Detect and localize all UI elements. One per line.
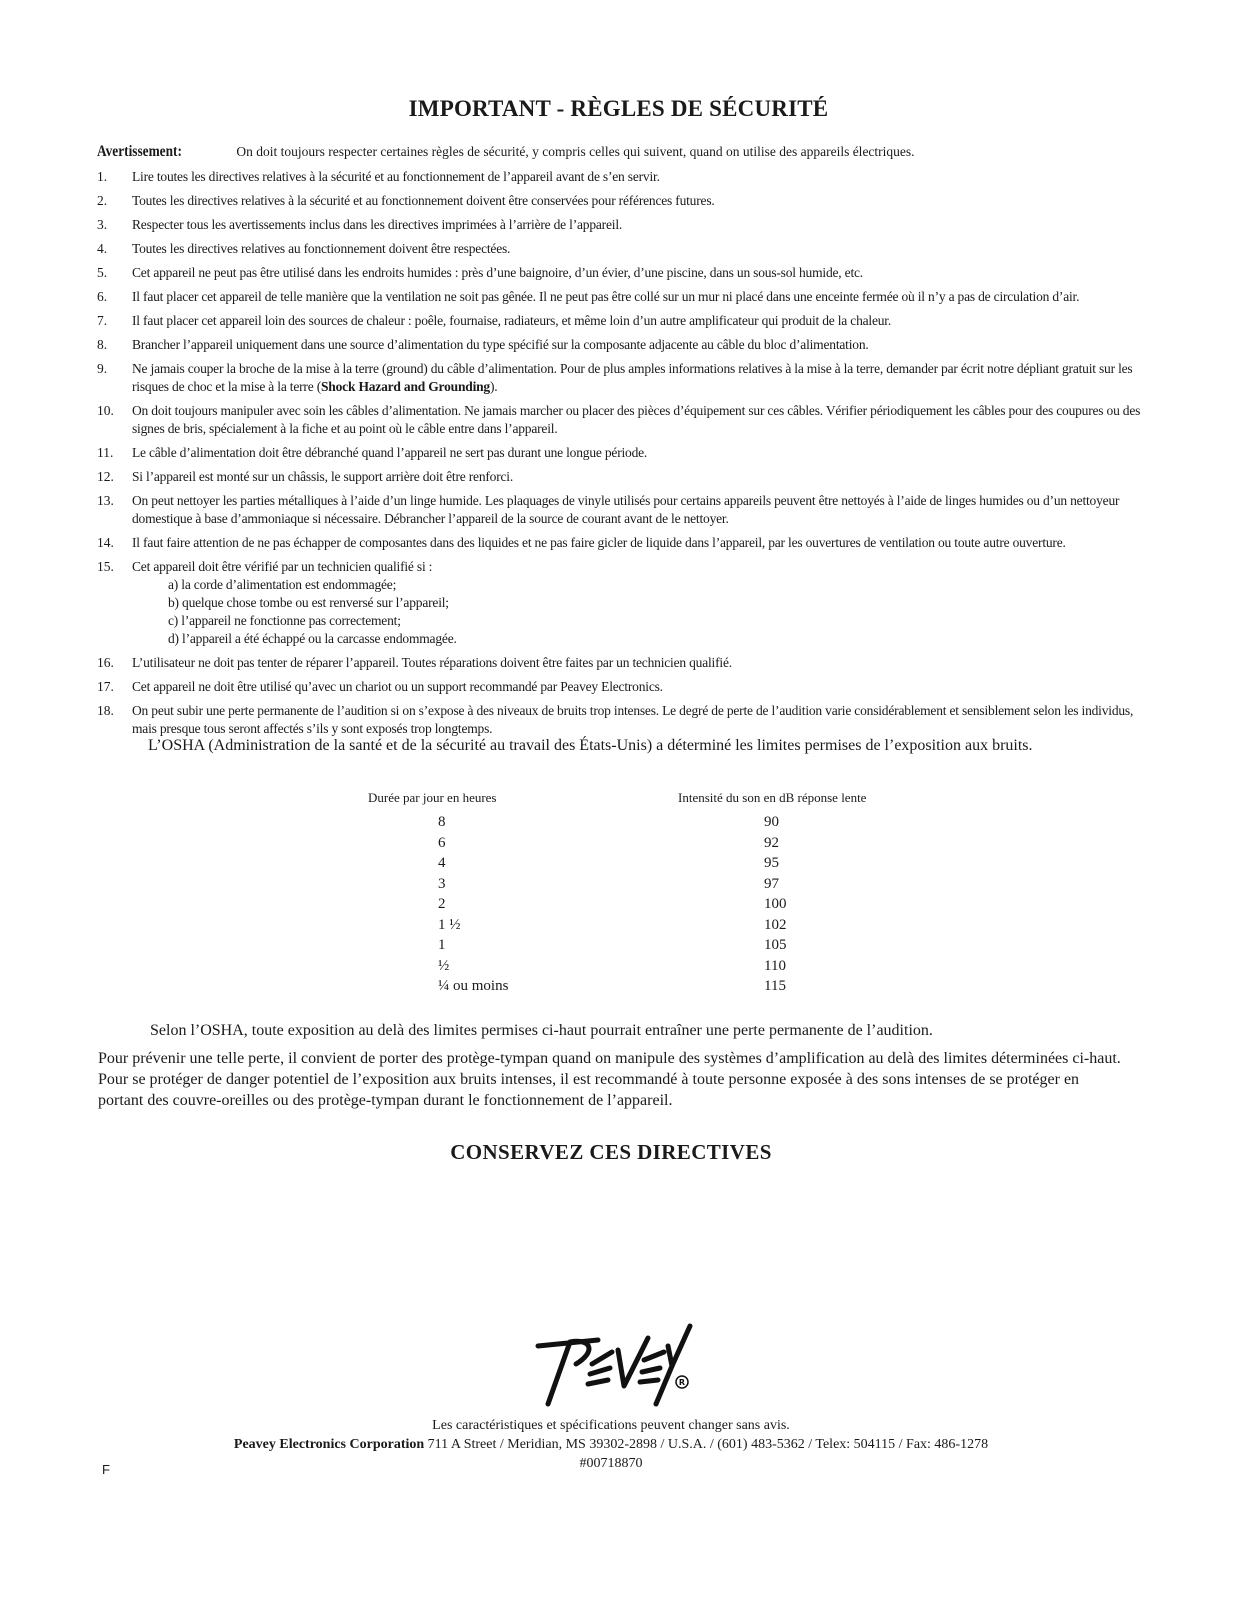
rule-sublist: [132, 576, 1147, 648]
part-number: #00718870: [579, 1456, 643, 1471]
save-instructions-heading: CONSERVEZ CES DIRECTIVES: [450, 1140, 772, 1164]
rule-subitem: c) l’appareil ne fonctionne pas correctement;: [168, 613, 401, 628]
svg-text:R: R: [678, 1378, 686, 1387]
warning-label: Avertissement:: [97, 143, 182, 160]
rule-number: 14.: [97, 535, 114, 550]
page-title: IMPORTANT - RÈGLES DE SÉCURITÉ: [408, 96, 829, 121]
prevention-paragraph: Pour prévenir une telle perte, il convient de porter des protège-tympan quand on manipule des systèmes d’amplification au delà des limites déterminées ci-haut. Pour se protéger de danger potentiel de l’exposition aux bruits intenses, il est recommandé à toute personne exposée à des sons intenses de se protéger en portant des couvre-oreilles ou des protège-tympan durant le fonctionnement de l’appareil.: [98, 1050, 1121, 1109]
rule-subitem: a) la corde d’alimentation est endommagée;: [168, 577, 397, 592]
rule-item: [97, 492, 1147, 528]
rule-text-main: Il faut placer cet appareil de telle manière que la ventilation ne soit pas gênée. Il ne peut pas être collé sur un mur ni placé dans une enceinte fermée où il n’y a pas de circulation d’air.: [132, 289, 1080, 304]
rule-number: 12.: [97, 469, 114, 484]
intensity-cell: 102: [764, 916, 787, 933]
rule-item: [97, 312, 1147, 330]
rule-text-bold: Shock Hazard and Grounding: [321, 379, 490, 394]
rule-text-main: On peut subir une perte permanente de l’audition si on s’expose à des niveaux de bruits trop intenses. Le degré de perte de l’audition varie considérablement et sensiblement selon les individus, mais presque tous seront affectés s’ils y sont exposés trop longtemps.: [132, 703, 1134, 736]
rule-item: [97, 168, 1147, 186]
safety-rules-list: [97, 168, 1147, 744]
table-row: [368, 935, 924, 956]
rule-text: [132, 240, 1147, 258]
rule-text: [132, 654, 1147, 672]
duration-cell: 1: [438, 937, 446, 953]
table-row: [368, 894, 924, 915]
table-row: [368, 853, 924, 874]
duration-cell: 8: [438, 814, 446, 830]
company-address: 711 A Street / Meridian, MS 39302-2898 / U.S.A. / (601) 483-5362 / Telex: 504115 / Fax: 486-1278: [424, 1437, 989, 1452]
footer-company-line: [0, 1435, 1222, 1454]
rule-number: 6.: [97, 289, 108, 304]
rule-text-main: Toutes les directives relatives à la sécurité et au fonctionnement doivent être conservées pour références futures.: [132, 193, 715, 208]
rule-number: 11.: [97, 445, 114, 460]
intensity-cell: 97: [764, 875, 779, 892]
footer-notice: Les caractéristiques et spécifications peuvent changer sans avis.: [432, 1418, 790, 1433]
rule-text-main: Il faut faire attention de ne pas échapper de composantes dans des liquides et ne pas faire gicler de liquide dans l’appareil, par les ouvertures de ventilation ou toute autre ouverture.: [132, 535, 1066, 550]
intensity-cell: 95: [764, 855, 779, 871]
duration-cell: 4: [438, 855, 446, 871]
rule-item: [97, 558, 1147, 648]
rule-number: 4.: [97, 241, 108, 256]
rule-item: [97, 288, 1147, 306]
rule-text-main: Il faut placer cet appareil loin des sources de chaleur : poêle, fournaise, radiateurs, et même loin d’un autre amplificateur qui produit de la chaleur.: [132, 313, 892, 328]
rule-text: [132, 492, 1147, 528]
duration-cell: 2: [438, 896, 446, 912]
rule-item: [97, 360, 1147, 396]
rule-item: [97, 216, 1147, 234]
intensity-cell: 110: [764, 957, 786, 974]
rule-item: [97, 468, 1147, 486]
rule-text: [132, 558, 1147, 648]
table-row: [368, 833, 924, 854]
noise-exposure-table: [368, 790, 924, 997]
rule-number: 18.: [97, 703, 114, 718]
rule-item: [97, 192, 1147, 210]
intensity-cell: 100: [764, 896, 787, 912]
rule-text-main: Ne jamais couper la broche de la mise à la terre (ground) du câble d’alimentation. Pour de plus amples informations relatives à la mise à la terre, demander par écrit notre dépliant gratuit sur les risques de choc et la mise à la terre (: [132, 361, 1133, 394]
rule-item: [97, 264, 1147, 282]
rule-item: [97, 654, 1147, 672]
rule-text-main: Lire toutes les directives relatives à la sécurité et au fonctionnement de l’appareil avant de s’en servir.: [132, 169, 660, 184]
warning-text: On doit toujours respecter certaines règles de sécurité, y compris celles qui suivent, quand on utilise des appareils électriques.: [236, 144, 915, 159]
table-row: [368, 812, 924, 833]
rule-text: [132, 534, 1147, 552]
peavey-logo: [530, 1312, 700, 1412]
rule-text-main: Cet appareil ne doit être utilisé qu’avec un chariot ou un support recommandé par Peavey Electronics.: [132, 679, 663, 694]
rule-text-after: ).: [489, 379, 498, 394]
rule-subitem: d) l’appareil a été échappé ou la carcasse endommagée.: [168, 631, 457, 646]
rule-text: [132, 192, 1147, 210]
rule-number: 16.: [97, 655, 114, 670]
rule-item: [97, 240, 1147, 258]
rule-text: [132, 216, 1147, 234]
table-row: [368, 956, 924, 977]
rule-number: 5.: [97, 265, 108, 280]
osha-intro: L’OSHA (Administration de la santé et de la sécurité au travail des États-Unis) a déterminé les limites permises de l’exposition aux bruits.: [148, 737, 1033, 754]
rule-text-main: On peut nettoyer les parties métalliques à l’aide d’un linge humide. Les plaquages de vinyle utilisés pour certains appareils peuvent être nettoyés à l’aide de linges humides ou d’un nettoyeur domestique à base d’ammoniaque si nécessaire. Débrancher l’appareil de la source de courant avant de le nettoyer.: [132, 493, 1120, 526]
rule-number: 10.: [97, 403, 114, 418]
duration-cell: 1 ½: [438, 916, 461, 933]
column-header-intensity: Intensité du son en dB réponse lente: [678, 790, 867, 805]
rule-subitem: b) quelque chose tombe ou est renversé sur l’appareil;: [168, 595, 449, 610]
duration-cell: 6: [438, 834, 446, 851]
rule-number: 13.: [97, 493, 114, 508]
rule-text-main: Cet appareil doit être vérifié par un technicien qualifié si :: [132, 559, 433, 574]
rule-text: [132, 360, 1147, 396]
rule-number: 15.: [97, 559, 114, 574]
rule-text-main: L’utilisateur ne doit pas tenter de réparer l’appareil. Toutes réparations doivent être faites par un technicien qualifié.: [132, 655, 732, 670]
rule-text: [132, 264, 1147, 282]
rule-text: [132, 288, 1147, 306]
table-header-row: [368, 790, 924, 812]
intensity-cell: 105: [764, 937, 787, 953]
table-row: [368, 915, 924, 936]
rule-number: 3.: [97, 217, 108, 232]
table-row: [368, 976, 924, 997]
rule-text-main: Brancher l’appareil uniquement dans une source d’alimentation du type spécifié sur la composante adjacente au câble du bloc d’alimentation.: [132, 337, 869, 352]
rule-text: [132, 444, 1147, 462]
rule-text-main: Respecter tous les avertissements inclus dans les directives imprimées à l’arrière de l’appareil.: [132, 217, 623, 232]
duration-cell: 3: [438, 875, 446, 892]
rule-item: [97, 336, 1147, 354]
intensity-cell: 92: [764, 834, 779, 851]
duration-cell: ¼ ou moins: [438, 978, 509, 994]
rule-item: [97, 402, 1147, 438]
rule-text: [132, 402, 1147, 438]
rule-item: [97, 444, 1147, 462]
page-language-mark: F: [102, 1462, 110, 1477]
rule-number: 2.: [97, 193, 108, 208]
rule-number: 9.: [97, 361, 108, 376]
company-name: Peavey Electronics Corporation: [233, 1437, 425, 1452]
rule-text-main: Si l’appareil est monté sur un châssis, le support arrière doit être renforci.: [132, 469, 514, 484]
rule-item: [97, 534, 1147, 552]
rule-text: [132, 336, 1147, 354]
warning: [97, 143, 1157, 161]
rule-text-main: On doit toujours manipuler avec soin les câbles d’alimentation. Ne jamais marcher ou placer des pièces d’équipement sur ces câbles. Vérifier périodiquement les câbles pour des coupures ou des signes de bris, spécialement à la fiche et au point où le câble entre dans l’appareil.: [132, 403, 1141, 436]
rule-item: [97, 702, 1147, 738]
osha-conclusion: Selon l’OSHA, toute exposition au delà des limites permises ci-haut pourrait entraîner une perte permanente de l’audition.: [150, 1022, 933, 1039]
rule-text: [132, 678, 1147, 696]
intensity-cell: 115: [764, 978, 786, 994]
rule-number: 8.: [97, 337, 108, 352]
intensity-cell: 90: [764, 814, 779, 830]
column-header-duration: Durée par jour en heures: [368, 790, 497, 805]
rule-text: [132, 468, 1147, 486]
rule-text-main: Le câble d’alimentation doit être débranché quand l’appareil ne sert pas durant une longue période.: [132, 445, 648, 460]
rule-text-main: Cet appareil ne peut pas être utilisé dans les endroits humides : près d’une baignoire, d’un évier, d’une piscine, dans un sous-sol humide, etc.: [132, 265, 863, 280]
rule-text: [132, 168, 1147, 186]
rule-number: 7.: [97, 313, 108, 328]
rule-text: [132, 702, 1147, 738]
rule-number: 17.: [97, 679, 114, 694]
rule-item: [97, 678, 1147, 696]
duration-cell: ½: [438, 957, 450, 974]
rule-number: 1.: [97, 169, 108, 184]
rule-text: [132, 312, 1147, 330]
table-row: [368, 874, 924, 895]
footer: [0, 1416, 1222, 1473]
rule-text-main: Toutes les directives relatives au fonctionnement doivent être respectées.: [132, 241, 511, 256]
